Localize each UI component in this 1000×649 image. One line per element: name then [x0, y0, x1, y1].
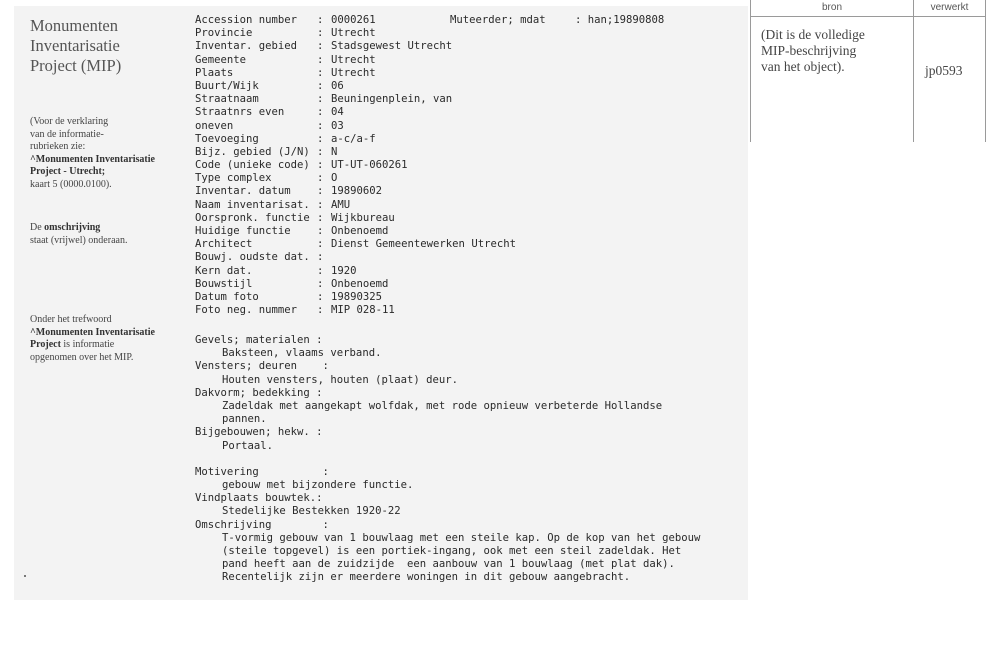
muteerder-field: Muteerder; mdat : han;19890808	[450, 14, 665, 26]
field-label: Kern dat.	[195, 264, 253, 277]
muteerder-value: han;19890808	[587, 14, 665, 26]
sidebar-note-reference: (Voor de verklaring van de informatie- rubrieken zie: ^Monumenten Inventarisatie Project - Utrecht; kaart 5 (0000.0100).	[30, 116, 155, 190]
column-header-verwerkt: verwerkt	[930, 2, 969, 13]
field-value: 1920	[331, 264, 357, 277]
scan-speck	[24, 575, 26, 577]
field-label: Straatnaam	[195, 93, 259, 106]
field-label: Code (unieke code)	[195, 159, 310, 172]
field-row: Foto neg. nummer : MIP 028-11	[195, 304, 395, 317]
field-value: 04	[331, 106, 344, 119]
field-row: Provincie : Utrecht	[195, 27, 376, 40]
field-row: Plaats : Utrecht	[195, 66, 376, 79]
field-value: Onbenoemd	[331, 225, 389, 237]
field-value: Wijkbureau	[331, 211, 395, 224]
field-label: Toevoeging	[195, 132, 259, 145]
field-value: 19890325	[331, 290, 383, 303]
field-row: Straatnrs even : 04	[195, 106, 344, 119]
vensters-heading: Vensters; deuren :	[195, 360, 329, 373]
omschrijving-heading: Omschrijving :	[195, 518, 329, 531]
bijgebouwen-text: Portaal.	[222, 439, 274, 452]
column-header-bron: bron	[751, 0, 914, 16]
field-value: 19890602	[331, 185, 383, 198]
field-label: Gemeente	[195, 53, 247, 66]
motivering-heading: Motivering :	[195, 465, 329, 478]
field-row: Buurt/Wijk : 06	[195, 79, 344, 92]
column-divider	[913, 16, 914, 142]
field-label: oneven	[195, 119, 234, 132]
sidebar-title: Monumenten Inventarisatie Project (MIP)	[30, 16, 122, 75]
field-label: Huidige functie	[195, 225, 291, 237]
field-value: N	[331, 145, 338, 158]
table-header	[751, 0, 985, 17]
omschrijving-text-line: (steile topgevel) is een portiek-ingang, ook met een steil zadeldak. Het	[222, 545, 682, 558]
field-row: Naam inventarisat. : AMU	[195, 198, 351, 211]
vindplaats-text: Stedelijke Bestekken 1920-22	[222, 505, 401, 518]
field-row: Datum foto : 19890325	[195, 290, 383, 303]
field-row: Bijz. gebied (J/N) : N	[195, 145, 338, 158]
field-value: Dienst Gemeentewerken Utrecht	[331, 238, 516, 251]
field-label: Buurt/Wijk	[195, 79, 259, 92]
field-label: Architect	[195, 238, 253, 251]
sidebar-note-omschrijving: De omschrijving staat (vrijwel) onderaan.	[30, 222, 128, 246]
omschrijving-text-line: pand heeft aan de zuidzijde een aanbouw van 1 bouwlaag (met plat dak).	[222, 558, 675, 571]
field-row: Straatnaam : Beuningenplein, van	[195, 93, 453, 106]
field-value: 0000261	[331, 14, 376, 26]
bron-verwerkt-table	[750, 0, 986, 142]
field-label: Bijz. gebied (J/N)	[195, 145, 310, 158]
field-value: Utrecht	[331, 27, 376, 40]
field-value: Utrecht	[331, 66, 376, 79]
field-label: Plaats	[195, 66, 234, 79]
field-row: oneven : 03	[195, 119, 344, 132]
muteerder-label: Muteerder; mdat	[450, 14, 546, 26]
record-fields	[195, 14, 516, 317]
field-value: 06	[331, 79, 344, 92]
field-value: Stadsgewest Utrecht	[331, 40, 453, 53]
gevels-heading: Gevels; materialen :	[195, 334, 323, 346]
field-label: Inventar. gebied	[195, 40, 298, 53]
vensters-text: Houten vensters, houten (plaat) deur.	[222, 373, 458, 386]
field-row: Gemeente : Utrecht	[195, 53, 376, 66]
field-label: Provincie	[195, 27, 253, 40]
field-label: Foto neg. nummer	[195, 304, 298, 317]
dakvorm-text-line: pannen.	[222, 413, 267, 426]
field-label: Oorspronk. functie	[195, 211, 310, 224]
field-row: Inventar. gebied : Stadsgewest Utrecht	[195, 40, 453, 53]
field-row: Oorspronk. functie : Wijkbureau	[195, 211, 395, 224]
field-value: O	[331, 172, 338, 185]
field-row: Type complex : O	[195, 172, 338, 185]
field-value: AMU	[331, 198, 351, 211]
sidebar-note-trefwoord: Onder het trefwoord ^Monumenten Inventarisatie Project is informatie opgenomen over het MIP.	[30, 314, 155, 363]
field-label: Straatnrs even	[195, 106, 285, 119]
field-row: Code (unieke code) : UT-UT-060261	[195, 159, 408, 172]
vindplaats-heading: Vindplaats bouwtek.:	[195, 492, 323, 505]
omschrijving-text-line: T-vormig gebouw van 1 bouwlaag met een steile kap. Op de kop van het gebouw	[222, 531, 701, 544]
field-row: Architect : Dienst Gemeentewerken Utrecht	[195, 238, 516, 251]
field-row: Accession number : 0000261	[195, 14, 376, 26]
description-block	[195, 334, 700, 585]
verwerkt-cell: jp0593	[925, 63, 963, 78]
omschrijving-text-line: Recentelijk zijn er meerdere woningen in dit gebouw aangebracht.	[222, 571, 631, 584]
field-label: Type complex	[195, 172, 272, 185]
field-value: Utrecht	[331, 53, 376, 66]
field-row: Bouwj. oudste dat. :	[195, 251, 324, 264]
field-row: Huidige functie : Onbenoemd	[195, 225, 389, 237]
field-value: Beuningenplein, van	[331, 93, 453, 106]
field-label: Accession number	[195, 14, 298, 26]
field-value: 03	[331, 119, 344, 132]
field-row: Bouwstijl : Onbenoemd	[195, 277, 389, 290]
bijgebouwen-heading: Bijgebouwen; hekw. :	[195, 426, 323, 439]
field-row: Kern dat. : 1920	[195, 264, 357, 277]
field-label: Bouwstijl	[195, 277, 253, 290]
bron-cell: (Dit is de volledige MIP-beschrijving van het object).	[761, 27, 865, 74]
dakvorm-text-line: Zadeldak met aangekapt wolfdak, met rode opnieuw verbeterde Hollandse	[222, 400, 663, 413]
field-label: Inventar. datum	[195, 185, 291, 198]
field-label: Bouwj. oudste dat.	[195, 251, 310, 264]
field-label: Datum foto	[195, 290, 259, 303]
field-row: Inventar. datum : 19890602	[195, 185, 383, 198]
dakvorm-heading: Dakvorm; bedekking :	[195, 386, 323, 399]
field-value: UT-UT-060261	[331, 159, 408, 172]
gevels-text: Baksteen, vlaams verband.	[222, 347, 382, 360]
field-value: a-c/a-f	[331, 132, 376, 145]
motivering-text: gebouw met bijzondere functie.	[222, 479, 414, 492]
field-row: Toevoeging : a-c/a-f	[195, 132, 376, 145]
field-value: MIP 028-11	[331, 304, 395, 317]
field-value: Onbenoemd	[331, 277, 389, 290]
field-label: Naam inventarisat.	[195, 198, 310, 211]
